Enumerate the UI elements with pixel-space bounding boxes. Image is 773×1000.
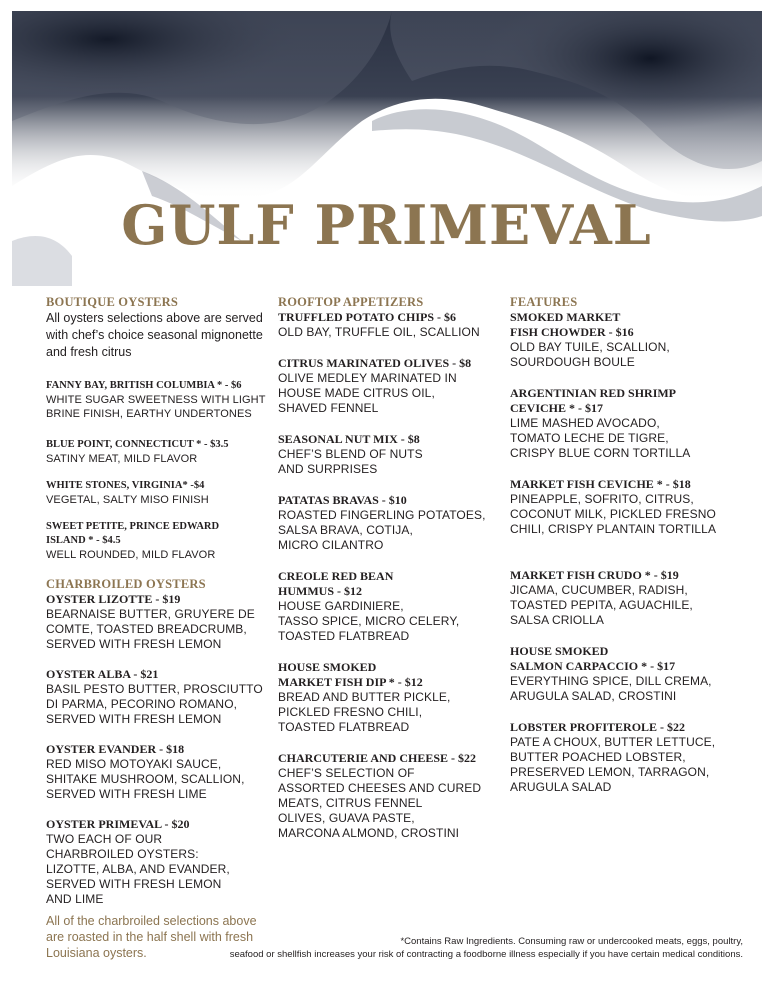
menu-item bbox=[46, 379, 271, 421]
item-name: SWEET PETITE, PRINCE EDWARD ISLAND * - $4.5 bbox=[46, 521, 220, 546]
menu-item bbox=[510, 386, 750, 461]
menu-item bbox=[278, 660, 503, 735]
item-description: LIME MASHED AVOCADO, TOMATO LECHE DE TIGRE, CRISPY BLUE CORN TORTILLA bbox=[510, 416, 691, 460]
column-features bbox=[510, 295, 750, 795]
item-name: CITRUS MARINATED OLIVES - $8 bbox=[278, 356, 472, 370]
item-name: OYSTER ALBA - $21 bbox=[46, 667, 159, 681]
menu-item bbox=[46, 479, 271, 507]
menu-item bbox=[46, 592, 271, 652]
item-description: CHEF’S SELECTION OF ASSORTED CHEESES AND CURED MEATS, CITRUS FENNEL OLIVES, GUAVA PASTE, MARCONA ALMOND, CROSTINI bbox=[278, 766, 482, 840]
item-name: BLUE POINT, CONNECTICUT * - $3.5 bbox=[46, 439, 229, 450]
menu-item bbox=[46, 520, 271, 562]
item-name: FANNY BAY, BRITISH COLUMBIA * - $6 bbox=[46, 380, 242, 391]
section-heading-rooftop-appetizers: ROOFTOP APPETIZERS bbox=[278, 295, 424, 309]
menu-item bbox=[278, 751, 503, 841]
boutique-intro: All oysters selections above are served with chef’s choice seasonal mignonette and fresh citrus bbox=[46, 311, 263, 359]
item-description: CHEF’S BLEND OF NUTS AND SURPRISES bbox=[278, 447, 423, 476]
item-name: OYSTER EVANDER - $18 bbox=[46, 742, 185, 756]
column-rooftop-appetizers bbox=[278, 295, 503, 841]
item-description: BREAD AND BUTTER PICKLE, PICKLED FRESNO CHILI, TOASTED FLATBREAD bbox=[278, 690, 451, 734]
item-description: ROASTED FINGERLING POTATOES, SALSA BRAVA, COTIJA, MICRO CILANTRO bbox=[278, 508, 486, 552]
item-description: OLD BAY TUILE, SCALLION, SOURDOUGH BOULE bbox=[510, 340, 670, 369]
section-heading-features: FEATURES bbox=[510, 295, 578, 309]
item-description: PATE A CHOUX, BUTTER LETTUCE, BUTTER POACHED LOBSTER, PRESERVED LEMON, TARRAGON, ARUGULA SALAD bbox=[510, 735, 716, 794]
section-heading-boutique-oysters: BOUTIQUE OYSTERS bbox=[46, 295, 179, 309]
item-name: CHARCUTERIE AND CHEESE - $22 bbox=[278, 751, 477, 765]
item-name: OYSTER PRIMEVAL - $20 bbox=[46, 817, 190, 831]
menu-item bbox=[46, 438, 271, 466]
menu-item bbox=[510, 477, 750, 537]
menu-item bbox=[510, 720, 750, 795]
item-description: PINEAPPLE, SOFRITO, CITRUS, COCONUT MILK, PICKLED FRESNO CHILI, CRISPY PLANTAIN TORTILLA bbox=[510, 492, 717, 536]
item-name: HOUSE SMOKED MARKET FISH DIP * - $12 bbox=[278, 660, 423, 689]
item-name: WHITE STONES, VIRGINIA* -$4 bbox=[46, 480, 205, 491]
item-name: PATATAS BRAVAS - $10 bbox=[278, 493, 407, 507]
menu-item bbox=[46, 817, 271, 907]
menu-item bbox=[278, 356, 503, 416]
section-heading-charbroiled-oysters: CHARBROILED OYSTERS bbox=[46, 577, 206, 591]
item-description: EVERYTHING SPICE, DILL CREMA, ARUGULA SALAD, CROSTINI bbox=[510, 674, 712, 703]
item-name: LOBSTER PROFITEROLE - $22 bbox=[510, 720, 686, 734]
menu-item bbox=[510, 644, 750, 704]
menu-item bbox=[278, 310, 503, 340]
item-description: TWO EACH OF OUR CHARBROILED OYSTERS: LIZOTTE, ALBA, AND EVANDER, SERVED WITH FRESH LEMON AND LIME bbox=[46, 832, 230, 906]
item-name: OYSTER LIZOTTE - $19 bbox=[46, 592, 181, 606]
item-name: MARKET FISH CRUDO * - $19 bbox=[510, 568, 679, 582]
item-description: BASIL PESTO BUTTER, PROSCIUTTO DI PARMA, PECORINO ROMANO, SERVED WITH FRESH LEMON bbox=[46, 682, 263, 726]
item-description: OLD BAY, TRUFFLE OIL, SCALLION bbox=[278, 325, 480, 339]
item-description: SATINY MEAT, MILD FLAVOR bbox=[46, 453, 198, 465]
item-name: ARGENTINIAN RED SHRIMP CEVICHE * - $17 bbox=[510, 386, 677, 415]
item-name: HOUSE SMOKED SALMON CARPACCIO * - $17 bbox=[510, 644, 676, 673]
item-description: JICAMA, CUCUMBER, RADISH, TOASTED PEPITA, AGUACHILE, SALSA CRIOLLA bbox=[510, 583, 693, 627]
charbroiled-footnote: All of the charbroiled selections above are roasted in the half shell with fresh Louisiana oysters. bbox=[46, 914, 257, 960]
menu-item bbox=[46, 742, 271, 802]
column-oysters bbox=[46, 295, 271, 907]
item-description: VEGETAL, SALTY MISO FINISH bbox=[46, 494, 209, 506]
item-description: BEARNAISE BUTTER, GRUYERE DE COMTE, TOASTED BREADCRUMB, SERVED WITH FRESH LEMON bbox=[46, 607, 255, 651]
menu-item bbox=[278, 493, 503, 553]
item-description: HOUSE GARDINIERE, TASSO SPICE, MICRO CELERY, TOASTED FLATBREAD bbox=[278, 599, 460, 643]
item-description: OLIVE MEDLEY MARINATED IN HOUSE MADE CITRUS OIL, SHAVED FENNEL bbox=[278, 371, 457, 415]
item-name: SEASONAL NUT MIX - $8 bbox=[278, 432, 420, 446]
item-description: RED MISO MOTOYAKI SAUCE, SHITAKE MUSHROOM, SCALLION, SERVED WITH FRESH LIME bbox=[46, 757, 245, 801]
item-description: WELL ROUNDED, MILD FLAVOR bbox=[46, 549, 216, 561]
menu-item bbox=[278, 432, 503, 477]
menu-item bbox=[278, 569, 503, 644]
item-name: SMOKED MARKET FISH CHOWDER - $16 bbox=[510, 310, 634, 339]
raw-ingredients-disclaimer: *Contains Raw Ingredients. Consuming raw or undercooked meats, eggs, poultry, seafood or shellfish increases your risk of contracting a foodborne illness especially if you have certain medical conditions. bbox=[229, 936, 743, 960]
menu-item bbox=[46, 667, 271, 727]
item-name: TRUFFLED POTATO CHIPS - $6 bbox=[278, 310, 457, 324]
restaurant-title: GULF PRIMEVAL bbox=[121, 193, 652, 257]
item-name: CREOLE RED BEAN HUMMUS - $12 bbox=[278, 569, 394, 598]
item-name: MARKET FISH CEVICHE * - $18 bbox=[510, 477, 691, 491]
menu-item bbox=[510, 568, 750, 628]
menu-item bbox=[510, 310, 750, 370]
item-description: WHITE SUGAR SWEETNESS WITH LIGHT BRINE FINISH, EARTHY UNDERTONES bbox=[46, 394, 266, 420]
